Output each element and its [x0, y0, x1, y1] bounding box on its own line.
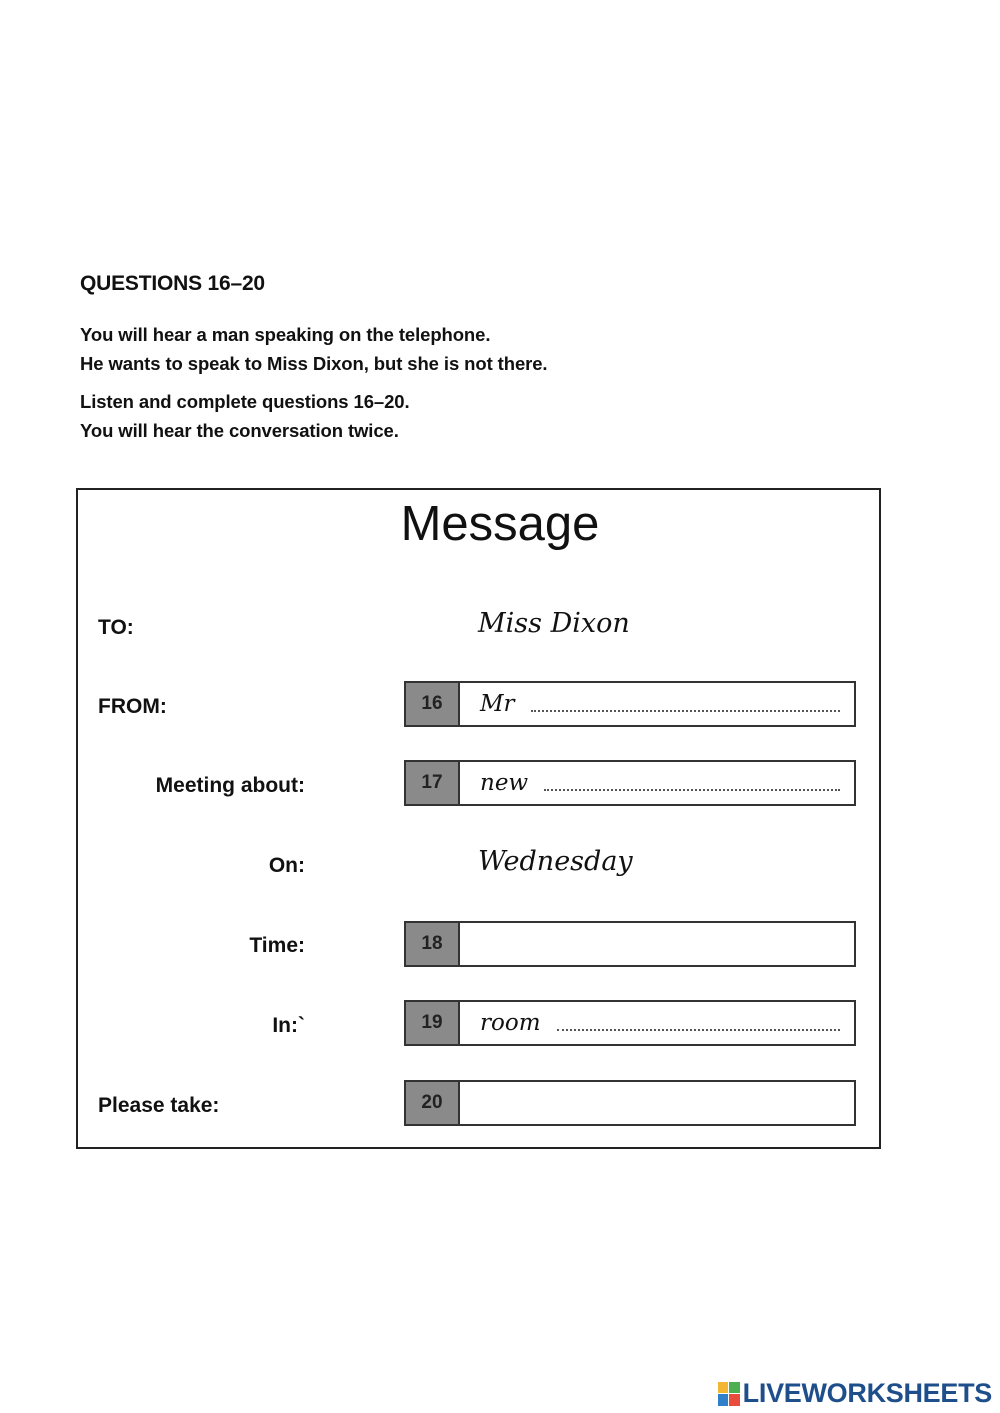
answer-prefix-19: room — [480, 1010, 541, 1036]
on-label: On: — [268, 854, 305, 877]
dotted-line — [544, 775, 840, 791]
instructions-task — [80, 387, 410, 445]
question-number-19: 19 — [406, 1002, 460, 1044]
answer-prefix-17: new — [480, 770, 529, 796]
questions-heading: QUESTIONS 16–20 — [80, 272, 265, 295]
logo-square — [718, 1394, 729, 1406]
answer-field-18[interactable] — [404, 921, 856, 967]
answer-field-17[interactable] — [404, 760, 856, 806]
instruction-line: You will hear a man speaking on the telephone. — [80, 324, 491, 345]
question-number-16: 16 — [406, 683, 460, 725]
brand-text: LIVEWORKSHEETS — [742, 1378, 992, 1408]
message-form — [76, 488, 881, 1149]
instructions-intro — [80, 320, 547, 378]
brand-logo-icon — [718, 1382, 740, 1406]
question-number-20: 20 — [406, 1082, 460, 1124]
take-label: Please take: — [98, 1094, 220, 1117]
dotted-line — [531, 696, 840, 712]
instruction-line: You will hear the conversation twice. — [80, 420, 399, 441]
question-number-17: 17 — [406, 762, 460, 804]
answer-field-19[interactable] — [404, 1000, 856, 1046]
answer-prefix-16: Mr — [480, 691, 515, 717]
logo-square — [718, 1382, 729, 1394]
from-label: FROM: — [98, 695, 167, 718]
to-value: Miss Dixon — [478, 608, 630, 639]
to-label: TO: — [98, 616, 134, 639]
on-value: Wednesday — [478, 846, 633, 877]
liveworksheets-brand[interactable] — [718, 1378, 992, 1409]
time-label: Time: — [249, 934, 305, 957]
answer-field-20[interactable] — [404, 1080, 856, 1126]
logo-square — [729, 1394, 740, 1406]
meeting-label: Meeting about: — [155, 774, 305, 797]
in-label: In:` — [272, 1014, 305, 1037]
logo-square — [729, 1382, 740, 1394]
message-title: Message — [400, 497, 600, 551]
question-number-18: 18 — [406, 923, 460, 965]
answer-field-16[interactable] — [404, 681, 856, 727]
dotted-line — [557, 1015, 841, 1031]
instruction-line: He wants to speak to Miss Dixon, but she is not there. — [80, 353, 548, 374]
instruction-line: Listen and complete questions 16–20. — [80, 391, 410, 412]
